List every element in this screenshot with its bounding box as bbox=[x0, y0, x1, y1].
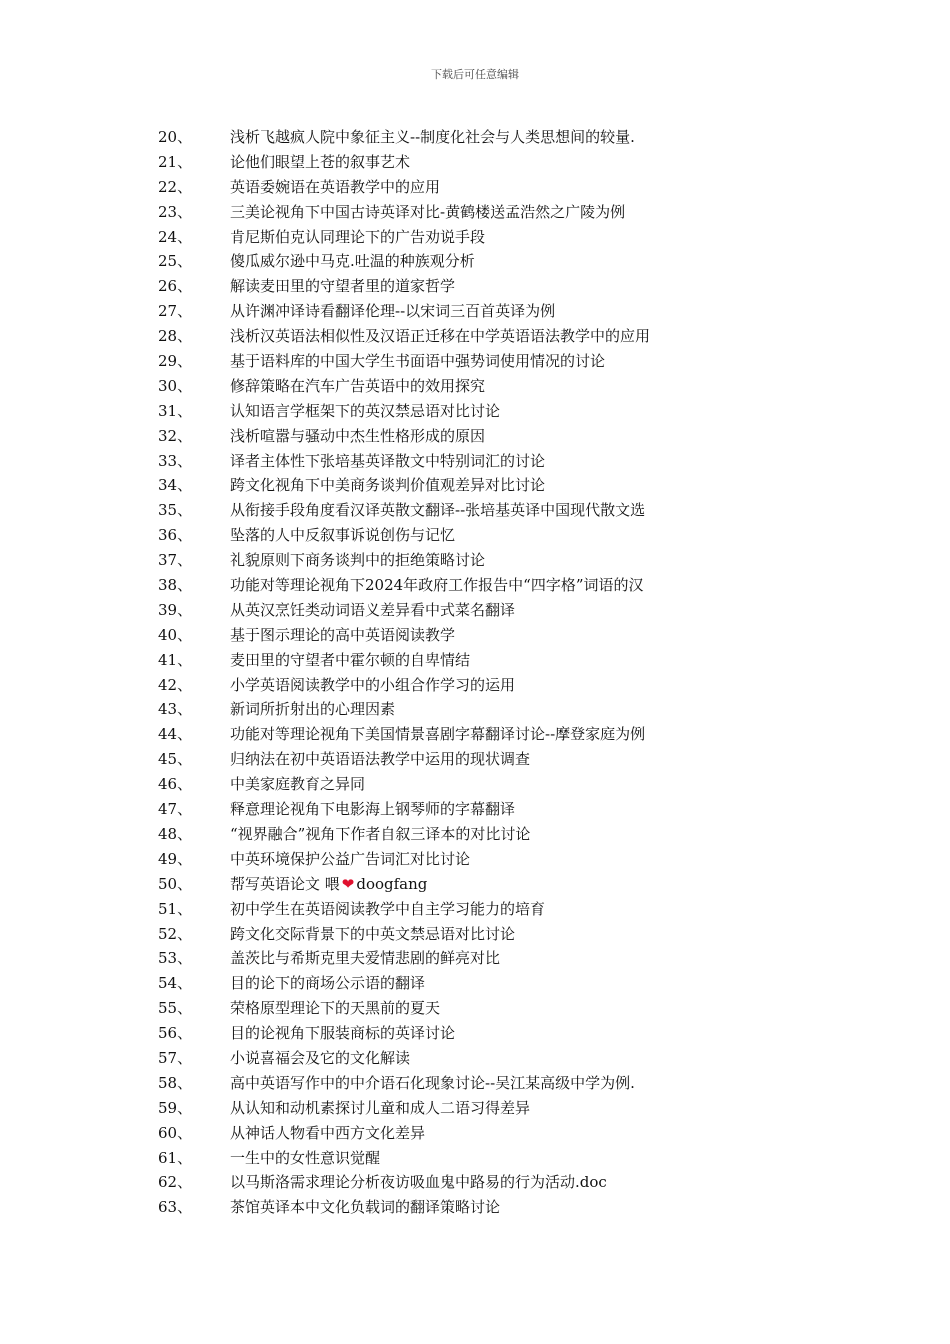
item-title bbox=[230, 1096, 530, 1121]
item-number: 24、 bbox=[158, 227, 193, 246]
item-number: 21、 bbox=[158, 152, 193, 171]
item-title bbox=[230, 1170, 607, 1195]
item-title-text: 浅析飞越疯人院中象征主义--制度化社会与人类思想间的较量. bbox=[230, 128, 635, 146]
list-item bbox=[0, 697, 950, 722]
list-item bbox=[0, 847, 950, 872]
item-title-text: 麦田里的守望者中霍尔顿的自卑情结 bbox=[230, 650, 471, 669]
item-title-text: 从英汉烹饪类动词语义差异看中式菜名翻译 bbox=[230, 600, 516, 619]
item-title-text: 释意理论视角下电影海上钢琴师的字幕翻译 bbox=[230, 800, 516, 819]
item-title-text: 帮写英语论文 喂 bbox=[230, 874, 340, 893]
item-number: 23、 bbox=[158, 202, 193, 221]
item-number: 61、 bbox=[158, 1148, 193, 1167]
item-title bbox=[230, 498, 645, 523]
item-number: 57、 bbox=[158, 1048, 193, 1067]
item-title-text: 荣格原型理论下的天黑前的夏天 bbox=[230, 999, 441, 1018]
list-item bbox=[0, 598, 950, 623]
list-item bbox=[0, 623, 950, 648]
item-title-text: 礼貌原则下商务谈判中的拒绝策略讨论 bbox=[230, 551, 486, 570]
list-item bbox=[0, 872, 950, 897]
list-item bbox=[0, 996, 950, 1021]
item-title bbox=[230, 473, 545, 498]
item-title-text: 茶馆英译本中文化负载词的翻译策略讨论 bbox=[230, 1198, 501, 1217]
item-title-text: 肯尼斯伯克认同理论下的广告劝说手段 bbox=[230, 227, 486, 246]
item-number: 58、 bbox=[158, 1073, 193, 1092]
item-number: 39、 bbox=[158, 600, 193, 619]
item-title-text: 从神话人物看中西方文化差异 bbox=[230, 1123, 426, 1142]
item-title bbox=[230, 399, 500, 424]
item-number: 25、 bbox=[158, 252, 193, 271]
item-number: 51、 bbox=[158, 899, 193, 918]
list-item bbox=[0, 449, 950, 474]
item-number: 34、 bbox=[158, 476, 193, 495]
list-item bbox=[0, 324, 950, 349]
list-item bbox=[0, 648, 950, 673]
item-title-suffix: doogfang bbox=[356, 874, 428, 893]
thesis-topic-list bbox=[0, 125, 950, 1220]
item-title-text: 目的论下的商场公示语的翻译 bbox=[230, 974, 426, 993]
item-title-text: 跨文化交际背景下的中英文禁忌语对比讨论 bbox=[230, 924, 516, 943]
list-item bbox=[0, 897, 950, 922]
list-item bbox=[0, 200, 950, 225]
item-title bbox=[230, 946, 500, 971]
item-title-text: 三美论视角下中国古诗英译对比-黄鹤楼送孟浩然之广陵为例 bbox=[230, 202, 626, 221]
item-number: 49、 bbox=[158, 849, 193, 868]
list-item bbox=[0, 1195, 950, 1220]
item-title bbox=[230, 623, 455, 648]
item-title bbox=[230, 872, 427, 897]
item-number: 42、 bbox=[158, 675, 193, 694]
item-number: 54、 bbox=[158, 974, 193, 993]
item-title bbox=[230, 225, 485, 250]
item-title bbox=[230, 299, 555, 324]
item-title-text: 浅析喧嚣与骚动中杰生性格形成的原因 bbox=[230, 426, 486, 445]
item-title-text: 论他们眼望上苍的叙事艺术 bbox=[230, 152, 411, 171]
list-item bbox=[0, 772, 950, 797]
item-number: 47、 bbox=[158, 800, 193, 819]
item-title bbox=[230, 324, 650, 349]
item-number: 33、 bbox=[158, 451, 193, 470]
list-item bbox=[0, 473, 950, 498]
list-item bbox=[0, 1021, 950, 1046]
item-title-text: 小说喜福会及它的文化解读 bbox=[230, 1048, 411, 1067]
list-item bbox=[0, 274, 950, 299]
item-title-text: 中美家庭教育之异同 bbox=[230, 775, 366, 794]
item-number: 63、 bbox=[158, 1198, 193, 1217]
item-title-text: 从许渊冲译诗看翻译伦理--以宋词三百首英译为例 bbox=[230, 302, 556, 321]
item-number: 62、 bbox=[158, 1173, 193, 1192]
list-item bbox=[0, 797, 950, 822]
item-title-text: 盖茨比与希斯克里夫爱情悲剧的鲜亮对比 bbox=[230, 949, 501, 968]
item-title bbox=[230, 822, 530, 847]
list-item bbox=[0, 249, 950, 274]
item-title bbox=[230, 374, 485, 399]
list-item bbox=[0, 673, 950, 698]
item-title bbox=[230, 424, 485, 449]
list-item bbox=[0, 299, 950, 324]
item-title-text: 一生中的女性意识觉醒 bbox=[230, 1148, 381, 1167]
list-item bbox=[0, 548, 950, 573]
item-number: 46、 bbox=[158, 775, 193, 794]
page-header: 下载后可任意编辑 bbox=[431, 68, 519, 81]
item-title bbox=[230, 1195, 500, 1220]
list-item bbox=[0, 349, 950, 374]
list-item bbox=[0, 747, 950, 772]
list-item bbox=[0, 722, 950, 747]
item-title-text: 小学英语阅读教学中的小组合作学习的运用 bbox=[230, 675, 516, 694]
item-title bbox=[230, 449, 545, 474]
item-title bbox=[230, 175, 440, 200]
item-title bbox=[230, 200, 625, 225]
list-item bbox=[0, 150, 950, 175]
item-number: 48、 bbox=[158, 824, 193, 843]
item-title-text: 功能对等理论视角下2024年政府工作报告中“四字格”词语的汉 bbox=[230, 576, 644, 595]
list-item bbox=[0, 946, 950, 971]
item-title bbox=[230, 897, 545, 922]
item-number: 32、 bbox=[158, 426, 193, 445]
list-item bbox=[0, 498, 950, 523]
item-number: 28、 bbox=[158, 327, 193, 346]
item-number: 27、 bbox=[158, 302, 193, 321]
list-item bbox=[0, 523, 950, 548]
item-number: 40、 bbox=[158, 625, 193, 644]
list-item bbox=[0, 1170, 950, 1195]
item-title-text: 坠落的人中反叙事诉说创伤与记忆 bbox=[230, 526, 456, 545]
item-title bbox=[230, 249, 475, 274]
item-title-text: 初中学生在英语阅读教学中自主学习能力的培育 bbox=[230, 899, 546, 918]
item-number: 41、 bbox=[158, 650, 193, 669]
list-item bbox=[0, 822, 950, 847]
item-number: 20、 bbox=[158, 128, 193, 146]
item-title bbox=[230, 722, 645, 747]
item-title-text: 目的论视角下服装商标的英译讨论 bbox=[230, 1024, 456, 1043]
item-title-text: 以马斯洛需求理论分析夜访吸血鬼中路易的行为活动.doc bbox=[230, 1173, 607, 1192]
item-title bbox=[230, 847, 470, 872]
item-number: 56、 bbox=[158, 1024, 193, 1043]
item-title bbox=[230, 349, 605, 374]
item-title-text: 高中英语写作中的中介语石化现象讨论--吴江某高级中学为例. bbox=[230, 1073, 635, 1092]
item-title bbox=[230, 150, 410, 175]
item-number: 45、 bbox=[158, 750, 193, 769]
item-title bbox=[230, 797, 515, 822]
item-number: 29、 bbox=[158, 352, 193, 371]
item-title-text: 基于图示理论的高中英语阅读教学 bbox=[230, 625, 456, 644]
item-number: 22、 bbox=[158, 177, 193, 196]
item-number: 35、 bbox=[158, 501, 193, 520]
item-title-text: 归纳法在初中英语语法教学中运用的现状调查 bbox=[230, 750, 531, 769]
item-title bbox=[230, 523, 455, 548]
item-title bbox=[230, 1046, 410, 1071]
item-number: 30、 bbox=[158, 376, 193, 395]
item-number: 52、 bbox=[158, 924, 193, 943]
item-number: 38、 bbox=[158, 576, 193, 595]
item-title bbox=[230, 1021, 455, 1046]
item-title bbox=[230, 772, 365, 797]
item-title bbox=[230, 648, 470, 673]
item-number: 37、 bbox=[158, 551, 193, 570]
item-title-text: 英语委婉语在英语教学中的应用 bbox=[230, 177, 441, 196]
item-title-text: 基于语料库的中国大学生书面语中强势词使用情况的讨论 bbox=[230, 352, 606, 371]
item-title bbox=[230, 697, 395, 722]
item-title bbox=[230, 1146, 380, 1171]
item-title bbox=[230, 125, 635, 150]
list-item bbox=[0, 1096, 950, 1121]
item-title bbox=[230, 1071, 635, 1096]
item-title bbox=[230, 598, 515, 623]
heart-icon: ❤ bbox=[341, 874, 355, 893]
list-item bbox=[0, 399, 950, 424]
item-number: 43、 bbox=[158, 700, 193, 719]
item-title-text: 浅析汉英语法相似性及汉语正迁移在中学英语语法教学中的应用 bbox=[230, 327, 651, 346]
item-number: 31、 bbox=[158, 401, 193, 420]
list-item bbox=[0, 374, 950, 399]
list-item bbox=[0, 225, 950, 250]
list-item bbox=[0, 1071, 950, 1096]
item-number: 53、 bbox=[158, 949, 193, 968]
item-title-text: 从衔接手段角度看汉译英散文翻译--张培基英译中国现代散文选 bbox=[230, 501, 646, 520]
item-title bbox=[230, 971, 425, 996]
item-title-text: 新词所折射出的心理因素 bbox=[230, 700, 396, 719]
item-title-text: 修辞策略在汽车广告英语中的效用探究 bbox=[230, 376, 486, 395]
item-number: 26、 bbox=[158, 277, 193, 296]
item-title-text: 功能对等理论视角下美国情景喜剧字幕翻译讨论--摩登家庭为例 bbox=[230, 725, 646, 744]
item-number: 55、 bbox=[158, 999, 193, 1018]
item-title bbox=[230, 548, 485, 573]
item-title-text: 傻瓜威尔逊中马克.吐温的种族观分析 bbox=[230, 252, 475, 271]
item-title bbox=[230, 1121, 425, 1146]
item-number: 59、 bbox=[158, 1098, 193, 1117]
item-title bbox=[230, 673, 515, 698]
item-title-text: 解读麦田里的守望者里的道家哲学 bbox=[230, 277, 456, 296]
item-number: 60、 bbox=[158, 1123, 193, 1142]
item-title-text: “视界融合”视角下作者自叙三译本的对比讨论 bbox=[230, 824, 531, 843]
item-title-text: 中英环境保护公益广告词汇对比讨论 bbox=[230, 849, 471, 868]
item-title-text: 认知语言学框架下的英汉禁忌语对比讨论 bbox=[230, 401, 501, 420]
list-item bbox=[0, 175, 950, 200]
list-item bbox=[0, 922, 950, 947]
list-item bbox=[0, 971, 950, 996]
list-item bbox=[0, 1121, 950, 1146]
list-item bbox=[0, 424, 950, 449]
item-title-text: 跨文化视角下中美商务谈判价值观差异对比讨论 bbox=[230, 476, 546, 495]
item-title bbox=[230, 747, 530, 772]
item-title-text: 从认知和动机素探讨儿童和成人二语习得差异 bbox=[230, 1098, 531, 1117]
item-number: 44、 bbox=[158, 725, 193, 744]
item-title bbox=[230, 922, 515, 947]
item-title bbox=[230, 996, 440, 1021]
item-title-text: 译者主体性下张培基英译散文中特别词汇的讨论 bbox=[230, 451, 546, 470]
list-item bbox=[0, 1146, 950, 1171]
item-number: 36、 bbox=[158, 526, 193, 545]
item-number: 50、 bbox=[158, 874, 193, 893]
item-title bbox=[230, 573, 644, 598]
item-title bbox=[230, 274, 455, 299]
list-item bbox=[0, 1046, 950, 1071]
list-item bbox=[0, 573, 950, 598]
list-item bbox=[0, 125, 950, 150]
